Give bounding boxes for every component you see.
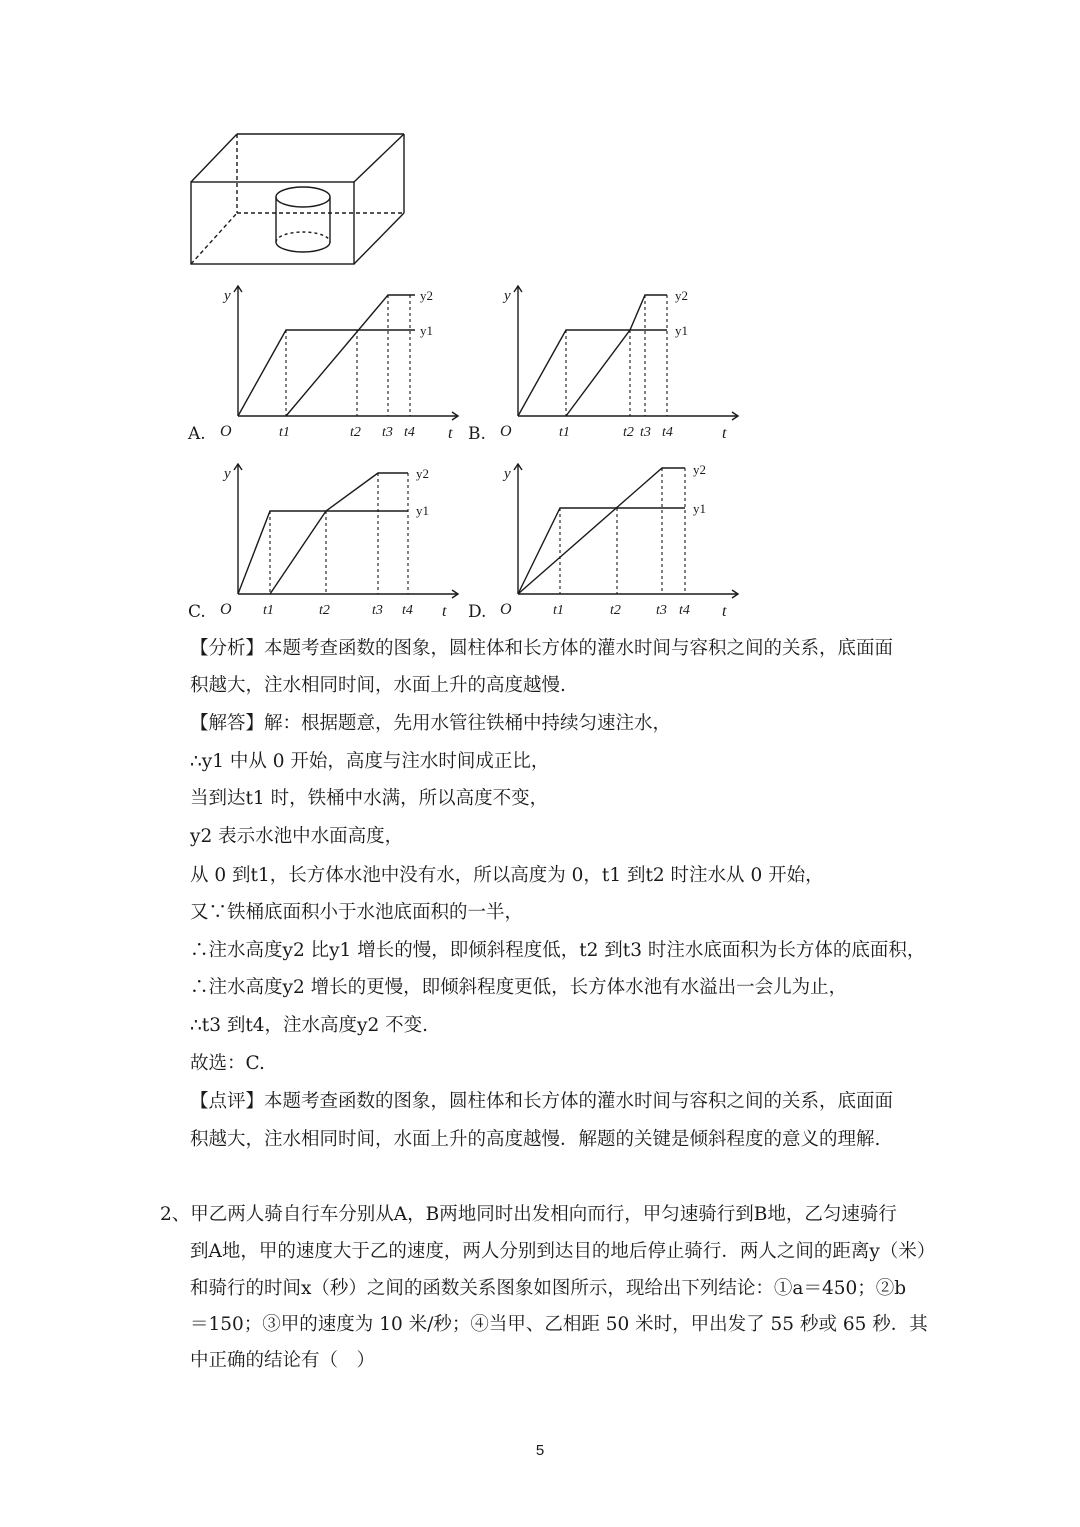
y-axis-label: y: [504, 466, 511, 482]
analysis-line-2: 积越大，注水相同时间，水面上升的高度越慢.: [190, 675, 566, 696]
question2-line-1: 2、甲乙两人骑自行车分别从A，B两地同时出发相向而行，甲匀速骑行到B地，乙匀速骑行: [160, 1204, 897, 1225]
comment-line-1: 【点评】本题考查函数的图象，圆柱体和长方体的灌水时间与容积之间的关系，底面面: [190, 1091, 894, 1112]
t4-label: t4: [402, 603, 413, 618]
t4-label: t4: [679, 603, 690, 618]
option-d-label: D.: [468, 602, 487, 622]
tank-diagram: [185, 125, 415, 270]
question2-line-2: 到A地，甲的速度大于乙的速度，两人分别到达目的地后停止骑行．两人之间的距离y（米）: [190, 1241, 936, 1262]
y1-label: y1: [693, 501, 706, 516]
answer-line-4: y2 表示水池中水面高度，: [190, 826, 404, 847]
option-b-graph: [490, 278, 740, 448]
t3-label: t3: [382, 425, 393, 440]
y2-label: y2: [693, 462, 706, 477]
answer-line-6: 又∵铁桶底面积小于水池底面积的一半，: [190, 902, 524, 923]
answer-line-7: ∴注水高度y2 比y1 增长的慢，即倾斜程度低，t2 到t3 时注水底面积为长方体的底面积，: [190, 940, 926, 961]
comment-line-2: 积越大，注水相同时间，水面上升的高度越慢．解题的关键是倾斜程度的意义的理解.: [190, 1129, 881, 1150]
t1-label: t1: [263, 603, 274, 618]
t-axis-label: t: [442, 603, 447, 620]
answer-line-8: ∴注水高度y2 增长的更慢，即倾斜程度更低，长方体水池有水溢出一会儿为止，: [190, 977, 848, 998]
y1-label: y1: [420, 323, 433, 338]
y1-label: y1: [416, 503, 429, 518]
question2-line-3: 和骑行的时间x（秒）之间的函数关系图象如图所示，现给出下列结论：①a＝450；②b: [190, 1278, 907, 1299]
origin-label: O: [500, 601, 512, 618]
t-axis-label: t: [448, 425, 453, 442]
t2-label: t2: [319, 603, 330, 618]
t2-label: t2: [350, 425, 361, 440]
y-axis-label: y: [504, 288, 511, 304]
page-number: 5: [535, 1442, 545, 1459]
t4-label: t4: [404, 425, 415, 440]
option-a-label: A.: [188, 424, 206, 444]
origin-label: O: [220, 423, 232, 440]
t1-label: t1: [279, 425, 290, 440]
t1-label: t1: [559, 425, 570, 440]
y1-label: y1: [675, 323, 688, 338]
origin-label: O: [220, 601, 232, 618]
origin-label: O: [500, 423, 512, 440]
option-b-label: B.: [468, 424, 486, 444]
question2-line-5: 中正确的结论有（ ）: [190, 1350, 376, 1371]
y2-label: y2: [420, 288, 433, 303]
answer-line-1: 【解答】解：根据题意，先用水管往铁桶中持续匀速注水，: [190, 713, 672, 734]
t2-label: t2: [623, 425, 634, 440]
t3-label: t3: [372, 603, 383, 618]
t3-label: t3: [640, 425, 651, 440]
t3-label: t3: [656, 603, 667, 618]
option-d-graph: [490, 456, 740, 626]
y-axis-label: y: [224, 288, 231, 304]
answer-line-5: 从 0 到t1，长方体水池中没有水，所以高度为 0，t1 到t2 时注水从 0 开始，: [190, 865, 824, 886]
option-a-graph: [210, 278, 460, 448]
answer-line-3: 当到达t1 时，铁桶中水满，所以高度不变，: [190, 788, 549, 809]
t-axis-label: t: [722, 603, 727, 620]
question2-line-4: ＝150；③甲的速度为 10 米/秒；④当甲、乙相距 50 米时，甲出发了 55 秒或 65 秒．其: [190, 1314, 928, 1335]
answer-line-10: 故选：C.: [190, 1053, 265, 1074]
analysis-line-1: 【分析】本题考查函数的图象，圆柱体和长方体的灌水时间与容积之间的关系，底面面: [190, 638, 894, 659]
option-c-label: C.: [188, 602, 206, 622]
t-axis-label: t: [722, 425, 727, 442]
answer-line-2: ∴y1 中从 0 开始，高度与注水时间成正比，: [190, 751, 550, 772]
t4-label: t4: [662, 425, 673, 440]
t1-label: t1: [553, 603, 564, 618]
y2-label: y2: [675, 288, 688, 303]
answer-line-9: ∴t3 到t4，注水高度y2 不变.: [190, 1015, 429, 1036]
option-c-graph: [210, 456, 460, 626]
t2-label: t2: [610, 603, 621, 618]
y2-label: y2: [416, 466, 429, 481]
y-axis-label: y: [224, 466, 231, 482]
